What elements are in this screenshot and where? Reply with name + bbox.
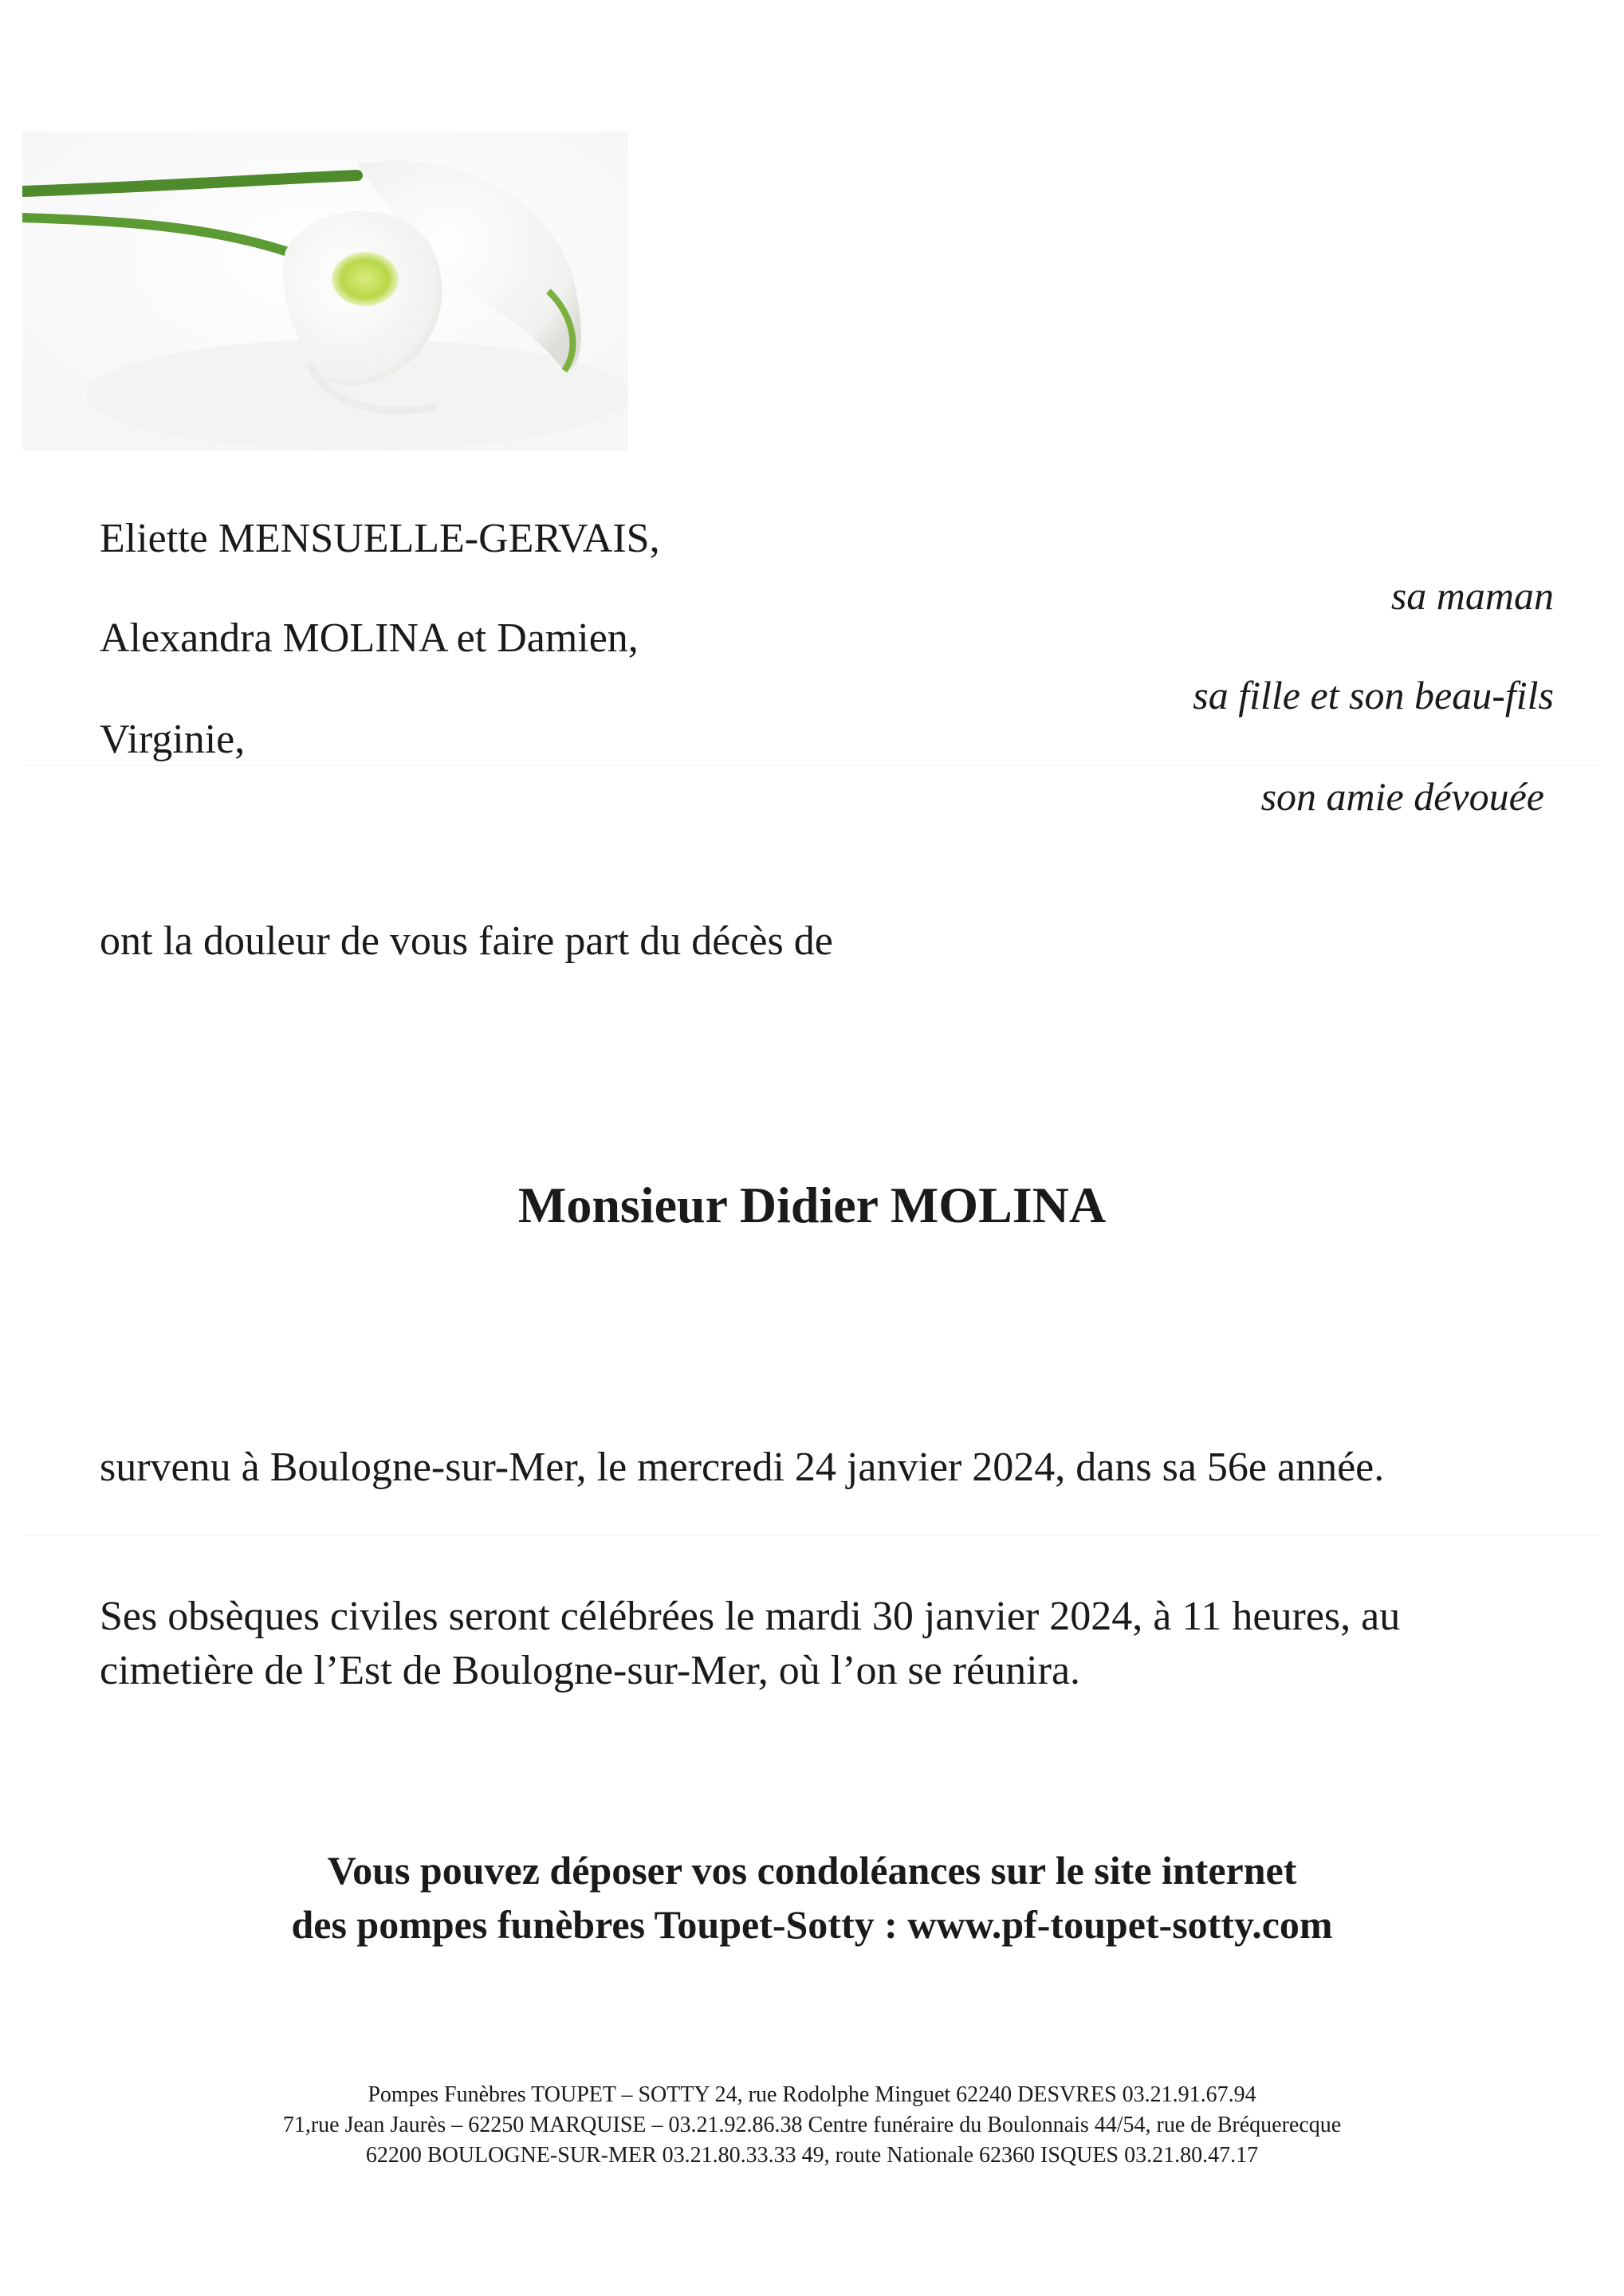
death-details: survenu à Boulogne-sur-Mer, le mercredi 24 janvier 2024, dans sa 56e année.	[100, 1445, 1385, 1490]
family-member-name: Alexandra MOLINA et Damien,	[100, 615, 639, 661]
footer-line: Pompes Funèbres TOUPET – SOTTY 24, rue Rodolphe Minguet 62240 DESVRES 03.21.91.67.94	[368, 2082, 1256, 2107]
funeral-info-line: Ses obsèques civiles seront célébrées le mardi 30 janvier 2024, à 11 heures, au	[100, 1594, 1401, 1639]
family-member-relation: son amie dévouée	[1260, 774, 1544, 819]
condolences-line: Vous pouvez déposer vos condoléances sur le site internet	[327, 1848, 1297, 1893]
funeral-info-line: cimetière de l’Est de Boulogne-sur-Mer, où l’on se réunira.	[100, 1648, 1081, 1693]
announcement-text: ont la douleur de vous faire part du décès de	[100, 918, 833, 964]
family-member-relation: sa fille et son beau-fils	[1193, 673, 1554, 718]
calla-lily-image	[22, 132, 628, 450]
divider	[24, 765, 1600, 766]
footer-line: 62200 BOULOGNE-SUR-MER 03.21.80.33.33 49, route Nationale 62360 ISQUES 03.21.80.47.17	[365, 2143, 1259, 2168]
family-member-name: Eliette MENSUELLE-GERVAIS,	[100, 516, 660, 561]
condolences-line: des pompes funèbres Toupet-Sotty : www.pf-toupet-sotty.com	[291, 1902, 1333, 1947]
footer-line: 71,rue Jean Jaurès – 62250 MARQUISE – 03.21.92.86.38 Centre funéraire du Boulonnais 44/54, rue de Bréquerecque	[282, 2113, 1342, 2137]
family-member-name: Virginie,	[100, 717, 246, 762]
family-member-relation: sa maman	[1390, 573, 1554, 618]
deceased-name: Monsieur Didier MOLINA	[517, 1177, 1107, 1233]
